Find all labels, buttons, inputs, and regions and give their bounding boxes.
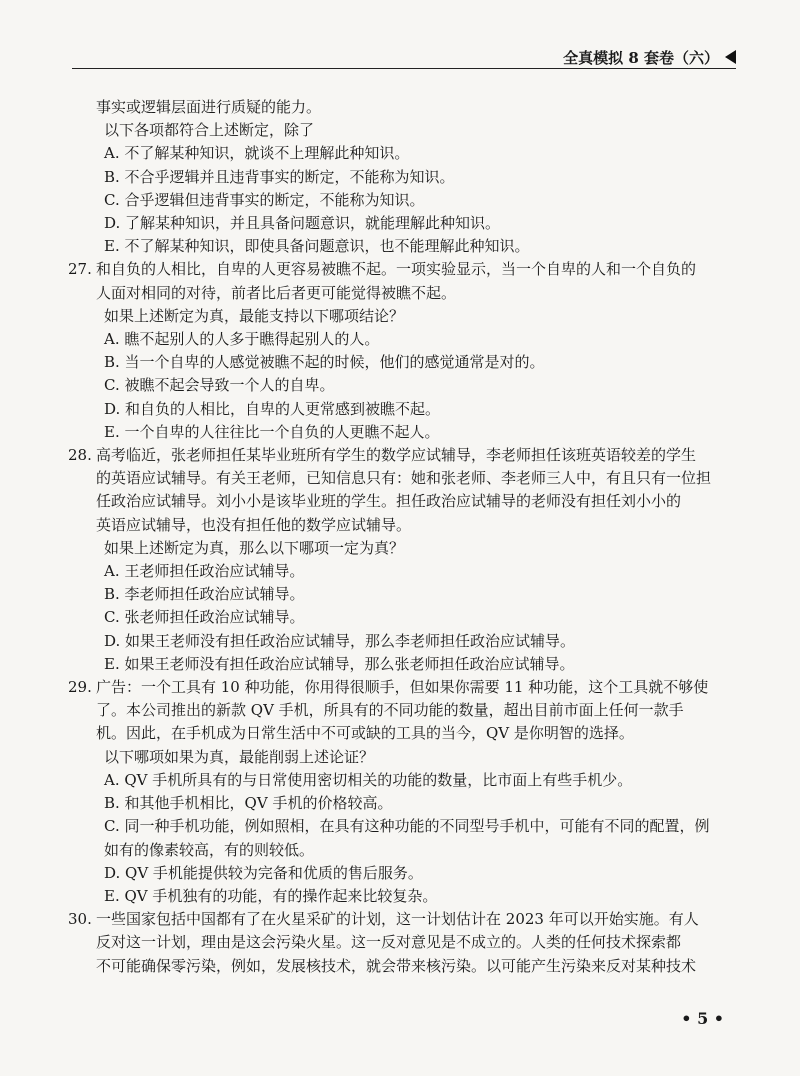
answer-option: E. 一个自卑的人往往比一个自负的人更瞧不起人。 xyxy=(104,422,440,441)
question-stem-line: 高考临近，张老师担任某毕业班所有学生的数学应试辅导，李老师担任该班英语较差的学生 xyxy=(96,446,697,465)
question-number: 27. xyxy=(68,260,92,279)
question-block xyxy=(68,258,730,444)
page-number: • 5 • xyxy=(681,1009,724,1028)
intro-option-line: B. 不合乎逻辑并且违背事实的断定，不能称为知识。 xyxy=(104,167,455,186)
question-stem-line: 英语应试辅导，也没有担任他的数学应试辅导。 xyxy=(96,515,412,534)
answer-option: C. 被瞧不起会导致一个人的自卑。 xyxy=(104,376,335,395)
question-stem-line: 的英语应试辅导。有关王老师，已知信息只有：她和张老师、李老师三人中，有且只有一位担 xyxy=(96,469,712,488)
answer-option: C. 张老师担任政治应试辅导。 xyxy=(104,608,305,627)
question-prompt: 以下哪项如果为真，最能削弱上述论证？ xyxy=(104,747,375,766)
question-number: 30. xyxy=(68,910,92,929)
triangle-marker-icon xyxy=(725,50,736,64)
continued-text-line: 事实或逻辑层面进行质疑的能力。 xyxy=(96,98,322,116)
answer-option: C. 同一种手机功能，例如照相，在具有这种功能的不同型号手机中，可能有不同的配置，例 xyxy=(104,817,710,836)
intro-option-line: C. 合乎逻辑但违背事实的断定，不能称为知识。 xyxy=(104,190,425,209)
answer-option: D. 和自负的人相比，自卑的人更常感到被瞧不起。 xyxy=(104,399,441,418)
answer-option: 如有的像素较高，有的则较低。 xyxy=(104,840,315,859)
answer-option: B. 李老师担任政治应试辅导。 xyxy=(104,585,305,604)
answer-option: E. QV 手机独有的功能，有的操作起来比较复杂。 xyxy=(104,886,438,905)
question-stem-line: 了。本公司推出的新款 QV 手机，所具有的不同功能的数量，超出目前市面上任何一款手 xyxy=(96,701,684,720)
question-stem-line: 不可能确保零污染，例如，发展核技术，就会带来核污染。以可能产生污染来反对某种技术 xyxy=(96,956,697,975)
question-stem-line: 机。因此，在手机成为日常生活中不可或缺的工具的当今，QV 是你明智的选择。 xyxy=(96,724,634,743)
question-prompt: 如果上述断定为真，那么以下哪项一定为真？ xyxy=(104,538,405,557)
answer-option: B. 当一个自卑的人感觉被瞧不起的时候，他们的感觉通常是对的。 xyxy=(104,353,545,372)
intro-option-line: A. 不了解某种知识，就谈不上理解此种知识。 xyxy=(104,144,410,163)
question-stem-line: 反对这一计划，理由是这会污染火星。这一反对意见是不成立的。人类的任何技术探索都 xyxy=(96,933,682,952)
question-stem-line: 任政治应试辅导。刘小小是该毕业班的学生。担任政治应试辅导的老师没有担任刘小小的 xyxy=(96,492,682,511)
question-block xyxy=(68,908,730,978)
question-number: 28. xyxy=(68,446,92,465)
answer-option: B. 和其他手机相比，QV 手机的价格较高。 xyxy=(104,794,393,813)
answer-option: D. QV 手机能提供较为完备和优质的售后服务。 xyxy=(104,863,423,882)
running-header xyxy=(72,46,736,69)
question-number: 29. xyxy=(68,678,92,697)
question-stem-line: 人面对相同的对待，前者比后者更可能觉得被瞧不起。 xyxy=(96,283,457,302)
question-stem-line: 一些国家包括中国都有了在火星采矿的计划，这一计划估计在 2023 年可以开始实施。有人 xyxy=(96,910,699,929)
question-prompt: 如果上述断定为真，最能支持以下哪项结论？ xyxy=(104,306,405,325)
intro-option-line: E. 不了解某种知识，即使具备问题意识，也不能理解此种知识。 xyxy=(104,237,530,256)
question-stem-line: 和自负的人相比，自卑的人更容易被瞧不起。一项实验显示，当一个自卑的人和一个自负的 xyxy=(96,260,697,279)
question-stem-line: 广告：一个工具有 10 种功能，你用得很顺手，但如果你需要 11 种功能，这个工具就不够使 xyxy=(96,678,709,697)
intro-option-line: D. 了解某种知识，并且具备问题意识，就能理解此种知识。 xyxy=(104,214,501,233)
intro-option-line: 以下各项都符合上述断定，除了 xyxy=(104,121,315,140)
answer-option: A. 王老师担任政治应试辅导。 xyxy=(104,562,305,581)
answer-option: D. 如果王老师没有担任政治应试辅导，那么李老师担任政治应试辅导。 xyxy=(104,631,576,650)
answer-option: E. 如果王老师没有担任政治应试辅导，那么张老师担任政治应试辅导。 xyxy=(104,654,575,673)
answer-option: A. QV 手机所具有的与日常使用密切相关的功能的数量，比市面上有些手机少。 xyxy=(104,770,633,789)
question-block xyxy=(68,444,730,676)
answer-option: A. 瞧不起别人的人多于瞧得起别人的人。 xyxy=(104,330,380,349)
page-body xyxy=(68,96,730,978)
header-title: 全真模拟 8 套卷（六） xyxy=(563,48,719,67)
question-block xyxy=(68,676,730,908)
